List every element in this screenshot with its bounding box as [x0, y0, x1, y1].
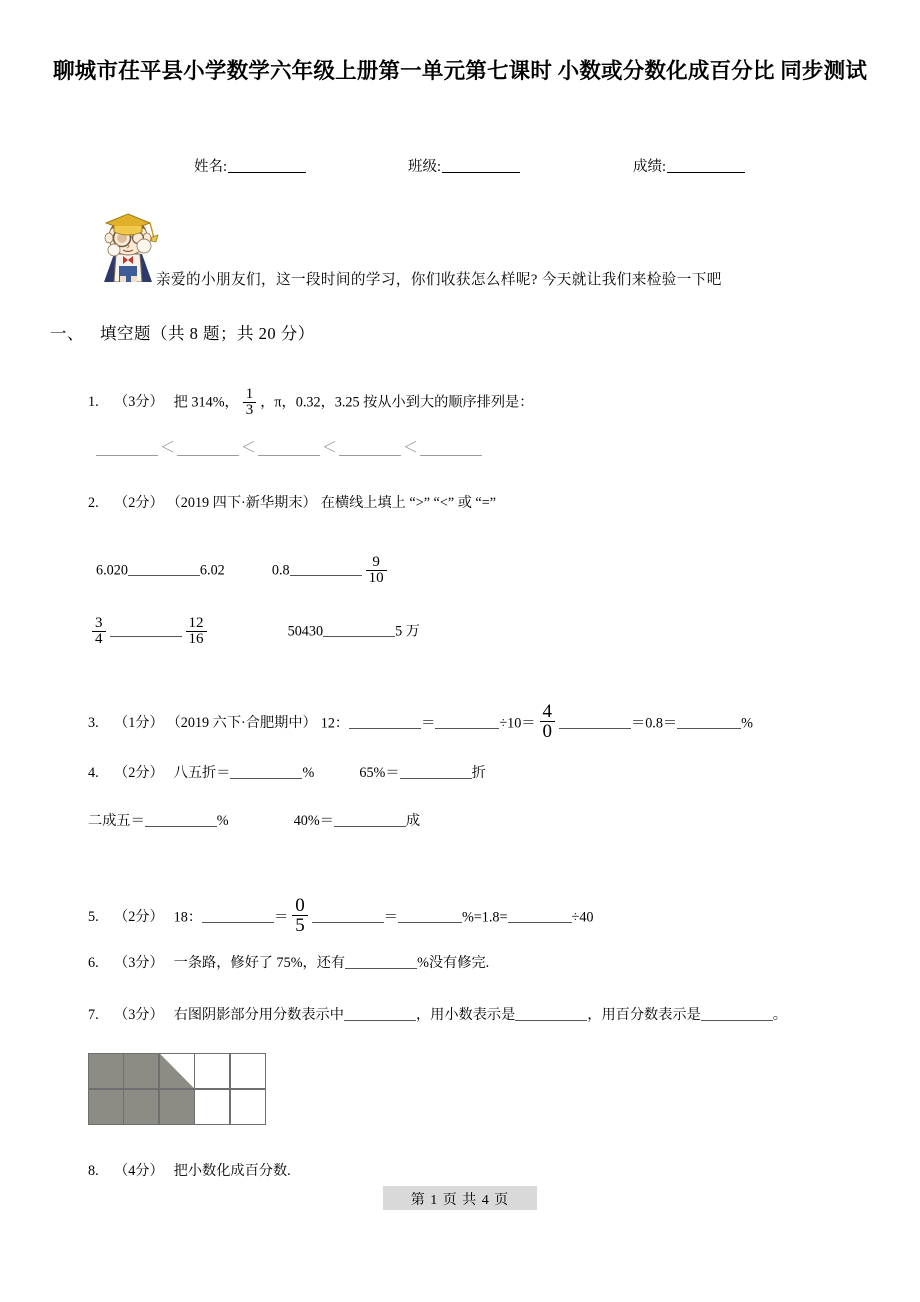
grid-cell [123, 1089, 159, 1126]
section-title: 填空题（共 8 题；共 20 分） [100, 324, 315, 343]
q5-text-d: %=1.8= [461, 909, 508, 926]
question-2-line-1 [96, 555, 391, 587]
grid-cell [159, 1089, 195, 1126]
section-number: 一、 [50, 324, 84, 343]
q4-blank-4[interactable] [334, 813, 406, 827]
question-5-points: （2分） [114, 909, 164, 926]
class-label: 班级: [408, 159, 442, 175]
q3-blank-3[interactable] [559, 715, 631, 729]
q3-text-e: % [741, 715, 753, 732]
class-field[interactable] [408, 155, 520, 176]
q5-text-b: ＝ [274, 909, 289, 926]
name-label: 姓名: [194, 159, 228, 175]
question-8-number: 8. [88, 1163, 99, 1179]
graduate-boy-mascot-icon [92, 204, 164, 282]
answer-blank[interactable] [339, 440, 401, 456]
question-1-number: 1. [88, 394, 99, 411]
q2-value-a: 6.020 [96, 562, 128, 579]
q4-text-f: % [216, 813, 229, 829]
score-field[interactable] [633, 155, 745, 176]
q3-text-c: ÷10＝ [499, 715, 536, 732]
question-7-points: （3分） [114, 1007, 164, 1023]
question-6 [88, 952, 489, 974]
q5-text-e: ÷40 [571, 909, 594, 926]
q4-blank-1[interactable] [230, 765, 302, 779]
q2-blank-1[interactable] [128, 562, 200, 576]
q4-text-b: % [302, 765, 315, 781]
less-than-sign: ＜ [322, 440, 338, 456]
page-number: 第 1 页 共 4 页 [410, 1193, 510, 1208]
q7-blank-2[interactable] [515, 1007, 587, 1021]
answer-blank[interactable] [420, 440, 482, 456]
question-8-points: （4分） [114, 1163, 164, 1179]
question-4-line-2 [88, 810, 420, 832]
identity-row [48, 155, 872, 179]
less-than-sign: ＜ [160, 440, 176, 456]
answer-blank[interactable] [258, 440, 320, 456]
question-2-text: 在横线上填上 “>” “<” 或 “=” [320, 495, 497, 511]
answer-blank[interactable] [177, 440, 239, 456]
name-blank[interactable] [228, 158, 306, 173]
q6-blank-1[interactable] [345, 955, 417, 969]
q4-text-a: 八五折＝ [173, 765, 231, 781]
question-4 [88, 762, 486, 784]
q5-text-a: 18： [173, 909, 203, 926]
q4-text-h: 成 [405, 813, 421, 829]
question-1-text-b: ，π，0.32，3.25 按从小到大的顺序排列是： [260, 394, 534, 411]
grid-cell [159, 1053, 195, 1090]
q4-text-d: 折 [471, 765, 486, 781]
question-2-line-2 [88, 616, 420, 648]
question-4-points: （2分） [114, 765, 164, 781]
q8-text: 把小数化成百分数. [173, 1163, 291, 1179]
q4-text-g: 40%＝ [293, 813, 334, 829]
question-3-points: （1分） [114, 715, 164, 732]
question-2 [88, 492, 496, 514]
question-2-points: （2分） [114, 495, 164, 511]
q5-blank-4[interactable] [508, 909, 572, 923]
q7-text-a: 右图阴影部分用分数表示中 [173, 1007, 344, 1023]
q2-value-b: 6.02 [199, 562, 225, 579]
class-blank[interactable] [442, 158, 520, 173]
q2-blank-3[interactable] [110, 623, 182, 637]
section-heading [50, 320, 315, 344]
q4-blank-3[interactable] [145, 813, 217, 827]
q7-blank-1[interactable] [344, 1007, 416, 1021]
question-5-number: 5. [88, 909, 99, 926]
question-2-source: （2019 四下·新华期末） [173, 495, 317, 511]
question-3-number: 3. [88, 715, 99, 732]
question-4-number: 4. [88, 765, 99, 781]
score-label: 成绩: [633, 159, 667, 175]
question-1-answer-line[interactable] [96, 440, 482, 456]
q2-value-e: 5 万 [395, 623, 420, 640]
question-6-number: 6. [88, 955, 99, 971]
q2-fraction-12-16: $\frac{12}{16}$ [186, 616, 207, 648]
q5-blank-3[interactable] [398, 909, 462, 923]
answer-blank[interactable] [96, 440, 158, 456]
grid-cell [230, 1053, 266, 1090]
question-1-points: （3分） [114, 394, 164, 411]
question-1 [88, 387, 533, 419]
q6-text-a: 一条路，修好了 75%，还有 [173, 955, 346, 971]
question-3-source: （2019 六下·合肥期中） [173, 715, 317, 732]
q3-blank-2[interactable] [435, 715, 499, 729]
q4-text-c: 65%＝ [359, 765, 400, 781]
q5-blank-1[interactable] [202, 909, 274, 923]
q5-fraction: $\frac{0}{5}$ [292, 896, 308, 936]
question-3 [88, 702, 753, 742]
question-7-number: 7. [88, 1007, 99, 1023]
grid-cell [123, 1053, 159, 1090]
q3-blank-1[interactable] [349, 715, 421, 729]
q2-value-c: 0.8 [271, 562, 290, 579]
q3-fraction: $\frac{4}{0}$ [540, 702, 556, 742]
q2-blank-4[interactable] [323, 623, 395, 637]
q3-text-d: ＝0.8＝ [631, 715, 678, 732]
question-5 [88, 896, 594, 936]
less-than-sign: ＜ [403, 440, 419, 456]
less-than-sign: ＜ [241, 440, 257, 456]
page-title: 聊城市茌平县小学数学六年级上册第一单元第七课时 小数或分数化成百分比 同步测试 [52, 59, 868, 83]
q2-fraction-3-4: $\frac{3}{4}$ [92, 616, 106, 648]
question-1-text-a: 把 314%， [173, 394, 239, 411]
name-field[interactable] [194, 155, 306, 176]
grid-cell [230, 1089, 266, 1126]
shaded-grid-figure [88, 1053, 266, 1125]
grid-cell [194, 1053, 230, 1090]
q3-text-b: ＝ [421, 715, 436, 732]
question-7 [88, 1004, 787, 1026]
q5-text-c: ＝ [383, 909, 398, 926]
question-2-number: 2. [88, 495, 99, 511]
grid-cell [88, 1053, 124, 1090]
q7-text-b: ，用小数表示是 [415, 1007, 516, 1023]
question-6-points: （3分） [114, 955, 164, 971]
grid-cells [88, 1053, 266, 1125]
greeting-text: 亲爱的小朋友们，这一段时间的学习，你们收获怎么样呢? 今天就让我们来检验一下吧 [156, 272, 722, 288]
q5-blank-2[interactable] [312, 909, 384, 923]
q3-text-a: 12： [320, 715, 350, 732]
q7-text-c: ，用百分数表示是 [587, 1007, 701, 1023]
q4-text-e: 二成五＝ [88, 813, 145, 829]
q7-blank-3[interactable] [701, 1007, 773, 1021]
q4-blank-2[interactable] [400, 765, 472, 779]
grid-cell [88, 1089, 124, 1126]
question-1-fraction: $\frac{1}{3}$ [243, 387, 257, 419]
q3-blank-4[interactable] [677, 715, 741, 729]
q2-value-d: 50430 [287, 623, 324, 640]
question-8 [88, 1160, 291, 1182]
q7-text-d: 。 [772, 1007, 787, 1023]
q2-fraction-9-10: $\frac{9}{10}$ [366, 555, 387, 587]
score-blank[interactable] [667, 158, 745, 173]
q6-text-b: %没有修完. [417, 955, 490, 971]
grid-cell [194, 1089, 230, 1126]
q2-blank-2[interactable] [290, 562, 362, 576]
